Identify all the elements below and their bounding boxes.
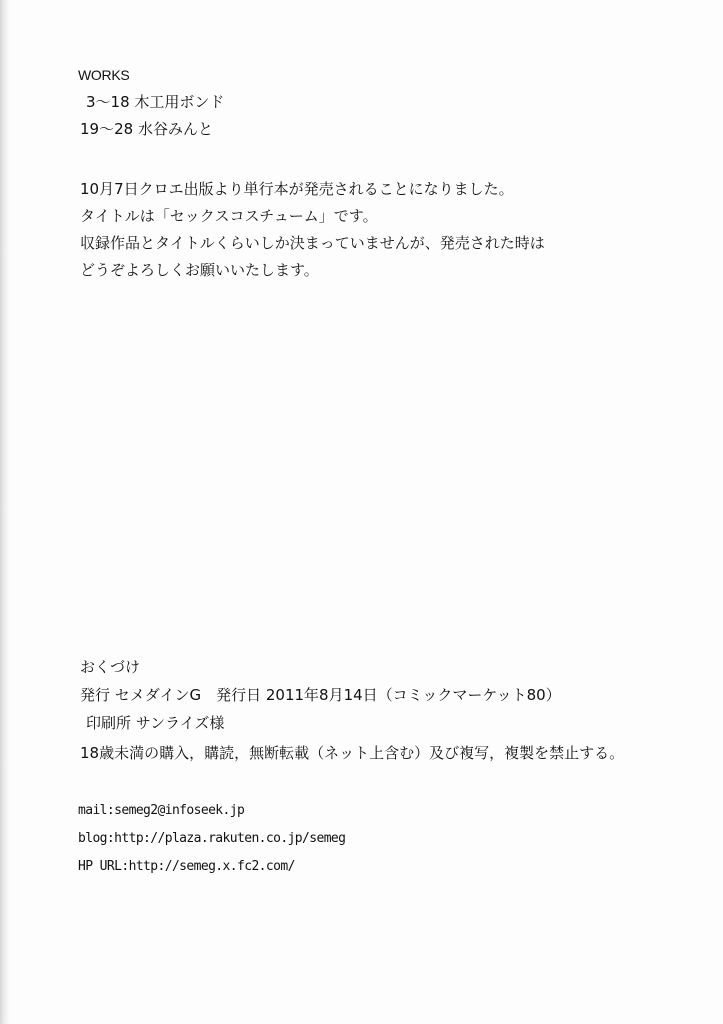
announcement-line: タイトルは「セックスコスチューム」です。 xyxy=(80,207,378,225)
announcement-line: 収録作品とタイトルくらいしか決まっていませんが、発売された時は xyxy=(80,234,545,252)
colophon-publish-info: 発行 セメダインG 発行日 2011年8月14日（コミックマーケット80） xyxy=(80,686,561,704)
colophon-copyright-notice: 18歳未満の購入，購読，無断転載（ネット上含む）及び複写，複製を禁止する。 xyxy=(80,744,625,762)
announcement-line: どうぞよろしくお願いいたします。 xyxy=(80,261,319,279)
works-credit-line: 19～28 水谷みんと xyxy=(80,120,213,138)
works-credit-line: 3～18 木工用ボンド xyxy=(86,93,225,111)
announcement-line: 10月7日クロエ出版より単行本が発売されることになりました。 xyxy=(80,180,514,198)
contact-mail: mail:semeg2@infoseek.jp xyxy=(78,803,245,818)
colophon-printer: 印刷所 サンライズ様 xyxy=(86,714,225,732)
works-heading: WORKS xyxy=(78,67,130,83)
contact-homepage-url: HP URL:http://semeg.x.fc2.com/ xyxy=(78,859,295,874)
colophon-title: おくづけ xyxy=(80,658,141,676)
contact-blog-url: blog:http://plaza.rakuten.co.jp/semeg xyxy=(78,831,346,846)
scan-shadow-edge xyxy=(0,0,10,1024)
